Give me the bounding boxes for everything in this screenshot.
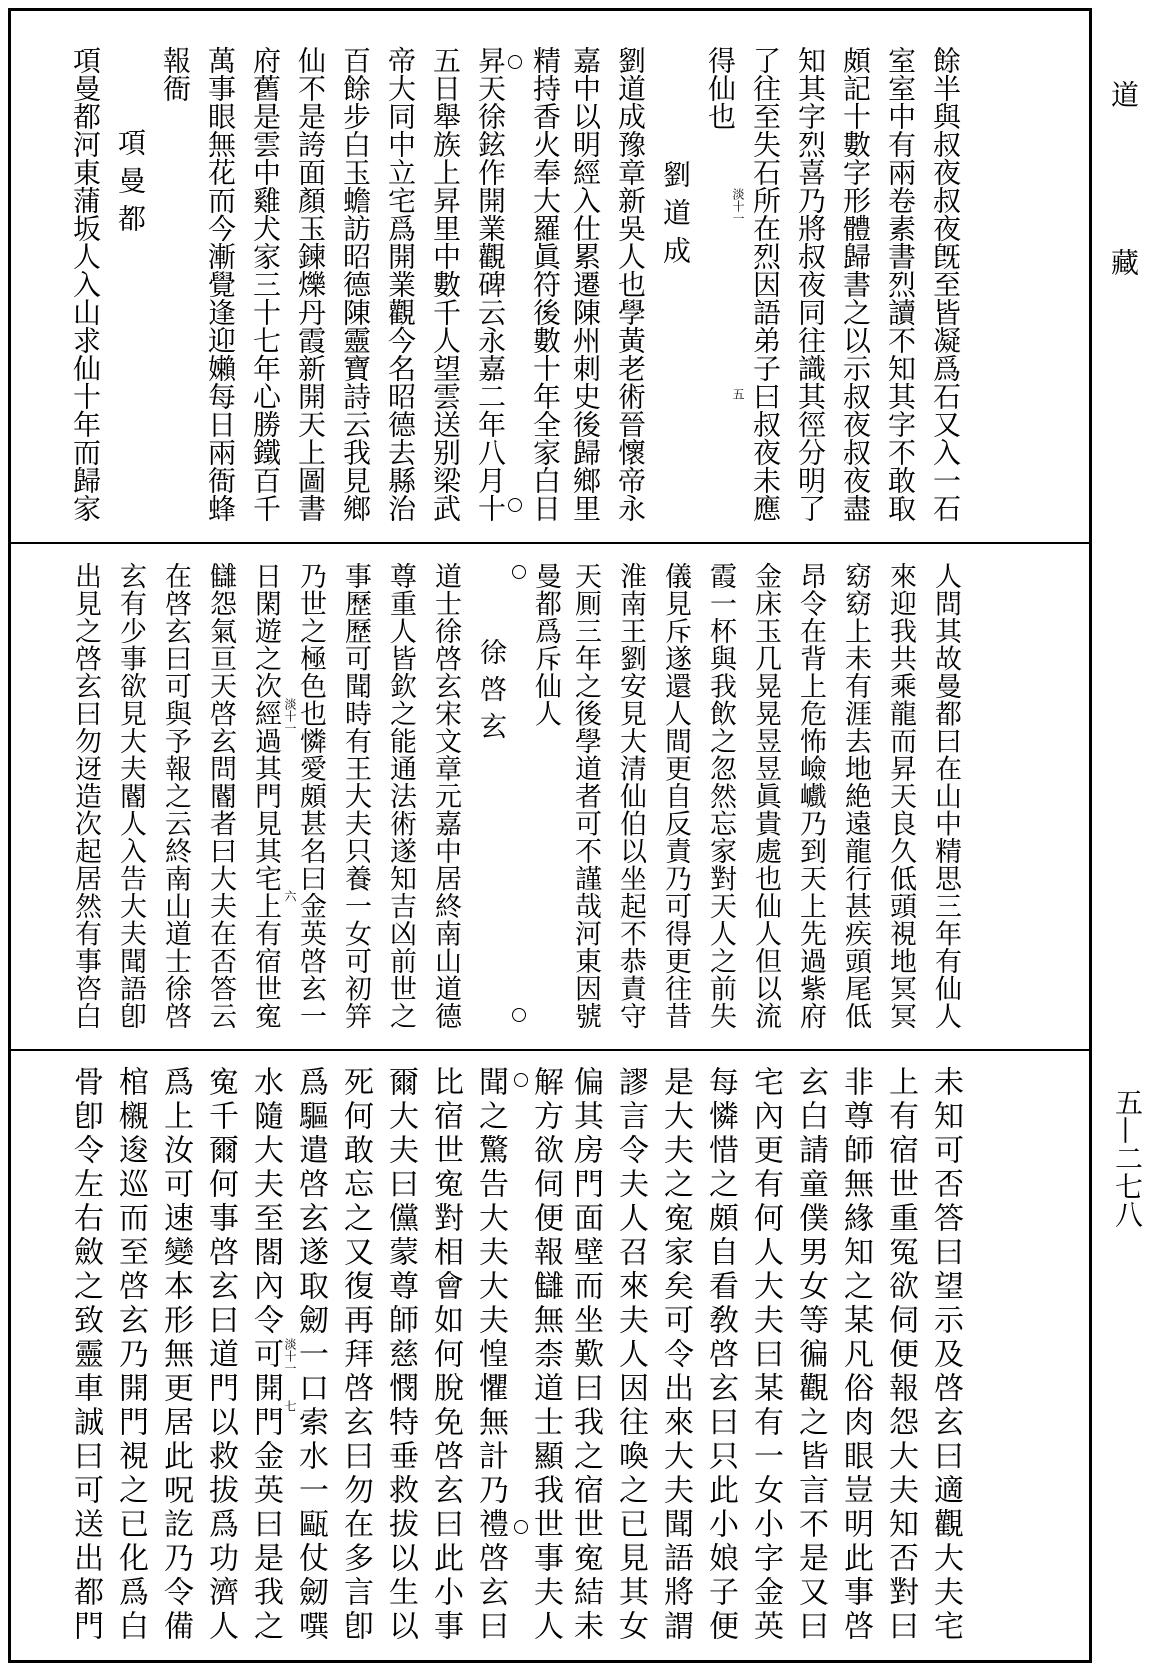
text-column: 知其字烈喜乃將叔夜同往識其徑分明了 xyxy=(794,46,827,522)
register-divider-upper xyxy=(8,542,1092,544)
text-column: 死何敢忘之又復再拜啓玄曰勿在多言卽 xyxy=(338,1066,373,1644)
fold-ring xyxy=(514,1520,528,1534)
text-column: 府舊是雲中雞犬家三十七年心勝鐵百千 xyxy=(249,46,282,522)
text-column: 乃世之極色也憐愛頗甚名曰金英啓玄一 xyxy=(295,562,326,1030)
fold-ring xyxy=(508,55,522,69)
text-column: 仙不是誇面顏玉鍊爍丹霞新開天上圖書 xyxy=(294,46,327,522)
text-column: 窈窈上未有涯去地絶遠龍行甚疾頭尾低 xyxy=(840,562,871,1030)
text-column: 室室中有兩卷素書烈讀不知其字不敢取 xyxy=(884,46,917,522)
text-column: 報衙 xyxy=(159,46,192,102)
folio-number: 六 xyxy=(283,890,297,902)
margin-page-number: 五—二七八 xyxy=(1111,1088,1144,1228)
text-column: 讎怨氣亘天啓玄問閽者曰大夫在否答云 xyxy=(205,562,236,1030)
text-column: 嘉中以明經入仕累遷陳州刺史後歸鄉里 xyxy=(569,46,602,522)
text-column: 天厠三年之後學道者可不謹哉河東因號 xyxy=(570,562,601,1030)
text-column: 精持香火奉大羅眞符後數十年全家白日 xyxy=(529,46,562,522)
text-column: 得仙也 xyxy=(704,46,737,130)
text-column: 萬事眼無花而今漸覺逢迎嬾每日兩衙蜂 xyxy=(204,46,237,522)
folio-number: 五 xyxy=(731,388,745,400)
fold-ring xyxy=(512,1008,526,1022)
text-column: 爲驅遣啓玄遂取劒一口索水一甌仗劒噀 xyxy=(293,1066,328,1644)
folio-mark: 淡十一 xyxy=(731,188,745,224)
text-column: 在啓玄曰可與予報之云終南山道士徐啓 xyxy=(160,562,191,1030)
text-column: 儀見斥遂還人間更自反責乃可得更往昔 xyxy=(660,562,691,1030)
text-column: 劉道成豫章新吳人也學黃老術晉懷帝永 xyxy=(614,46,647,522)
text-column: 骨卽令左右斂之致靈車誠曰可送出都門 xyxy=(68,1066,103,1644)
text-column: 每憐惜之頗自看敎啓玄曰只此小娘子便 xyxy=(703,1066,738,1644)
text-column: 五日舉族上昇里中數千人望雲送别梁武 xyxy=(429,46,462,522)
text-column: 解方欲伺便報讎無柰道士顯我世事夫人 xyxy=(528,1066,563,1644)
text-column: 淮南王劉安見大清仙伯以坐起不恭責守 xyxy=(615,562,646,1030)
text-column: 棺櫬逡巡而至啓玄乃開門視之已化爲白 xyxy=(113,1066,148,1644)
register-divider-lower xyxy=(8,1049,1092,1051)
text-column: 人問其故曼都曰在山中精思三年有仙人 xyxy=(930,562,961,1030)
text-column: 水隨大夫至閤內令可開門金英曰是我之 xyxy=(248,1066,283,1644)
text-column: 頗記十數字形體歸書之以示叔夜叔夜盡 xyxy=(839,46,872,522)
text-column: 謬言令夫人召來夫人因往喚之已見其女 xyxy=(613,1066,648,1644)
text-column: 爲上汝可速變本形無更居此呪訖乃令備 xyxy=(158,1066,193,1644)
text-column: 來迎我共乘龍而昇天良久低頭視地冥冥 xyxy=(885,562,916,1030)
text-column: 聞之驚告大夫大夫惶懼無計乃禮啓玄曰 xyxy=(473,1066,508,1644)
text-column: 日閑遊之次經過其門見其宅上有宿世寃 xyxy=(250,562,281,1030)
text-column: 帝大同中立宅爲開業觀今名昭德去縣治 xyxy=(384,46,417,522)
text-column: 曼都爲斥仙人 xyxy=(530,562,561,727)
folio-mark: 淡十一 xyxy=(283,1338,297,1374)
fold-ring xyxy=(512,565,526,579)
text-column: 昂令在背上危怖嶮巇乃到天上先過紫府 xyxy=(795,562,826,1030)
margin-title-top: 道 xyxy=(1107,80,1140,108)
text-column: 道士徐啓玄宋文章元嘉中居終南山道德 xyxy=(430,562,461,1030)
text-column: 餘半與叔夜叔夜旣至皆凝爲石又入一石 xyxy=(929,46,962,522)
text-column: 偏其房門面壁而坐歎曰我之宿世寃結未 xyxy=(568,1066,603,1644)
text-column: 出見之啓玄曰勿迓造次起居然有事咨白 xyxy=(70,562,101,1030)
text-column: 未知可否答曰望示及啓玄曰適觀大夫宅 xyxy=(928,1066,963,1644)
folio-mark: 淡十一 xyxy=(283,698,297,734)
margin-title-bottom: 藏 xyxy=(1107,248,1140,276)
text-column: 玄白請童僕男女等徧觀之皆言不是又曰 xyxy=(793,1066,828,1644)
text-column: 昇天徐鉉作開業觀碑云永嘉二年八月十 xyxy=(474,46,507,522)
folio-number: 七 xyxy=(283,1400,297,1412)
text-column: 百餘步白玉蟾訪昭德陳靈寶詩云我見鄉 xyxy=(339,46,372,522)
text-column: 項曼都河東蒲坂人入山求仙十年而歸家 xyxy=(69,46,102,522)
text-column: 爾大夫曰儻蒙尊師慈憫特垂救拔以生以 xyxy=(383,1066,418,1644)
text-column: 玄有少事欲見大夫閽人入告大夫聞語卽 xyxy=(115,562,146,1030)
text-column: 比宿世寃對相會如何脫免啓玄曰此小事 xyxy=(428,1066,463,1644)
text-column: 上有宿世重冤欲伺便報怨大夫知否對曰 xyxy=(883,1066,918,1644)
section-heading: 徐啓玄 xyxy=(475,638,506,749)
text-column: 宅內更有何人大夫曰某有一女小字金英 xyxy=(748,1066,783,1644)
section-heading: 劉道成 xyxy=(659,160,692,274)
text-column: 霞一杯與我飲之忽然忘家對天人之前失 xyxy=(705,562,736,1030)
text-column: 尊重人皆欽之能通法術遂知吉凶前世之 xyxy=(385,562,416,1030)
text-column: 寃千爾何事啓玄曰道門以救拔爲功濟人 xyxy=(203,1066,238,1644)
fold-ring xyxy=(514,1073,528,1087)
text-column: 了往至失石所在烈因語弟子曰叔夜未應 xyxy=(749,46,782,522)
text-column: 非尊師無緣知之某凡俗肉眼豈明此事啓 xyxy=(838,1066,873,1644)
text-column: 事歷歷可聞時有王大夫只養一女可初笄 xyxy=(340,562,371,1030)
text-column: 是大夫之寃家矣可令出來大夫聞語將謂 xyxy=(658,1066,693,1644)
fold-ring xyxy=(508,498,522,512)
text-column: 金床玉几晃晃昱昱眞貴處也仙人但以流 xyxy=(750,562,781,1030)
section-heading: 項曼都 xyxy=(114,128,147,242)
